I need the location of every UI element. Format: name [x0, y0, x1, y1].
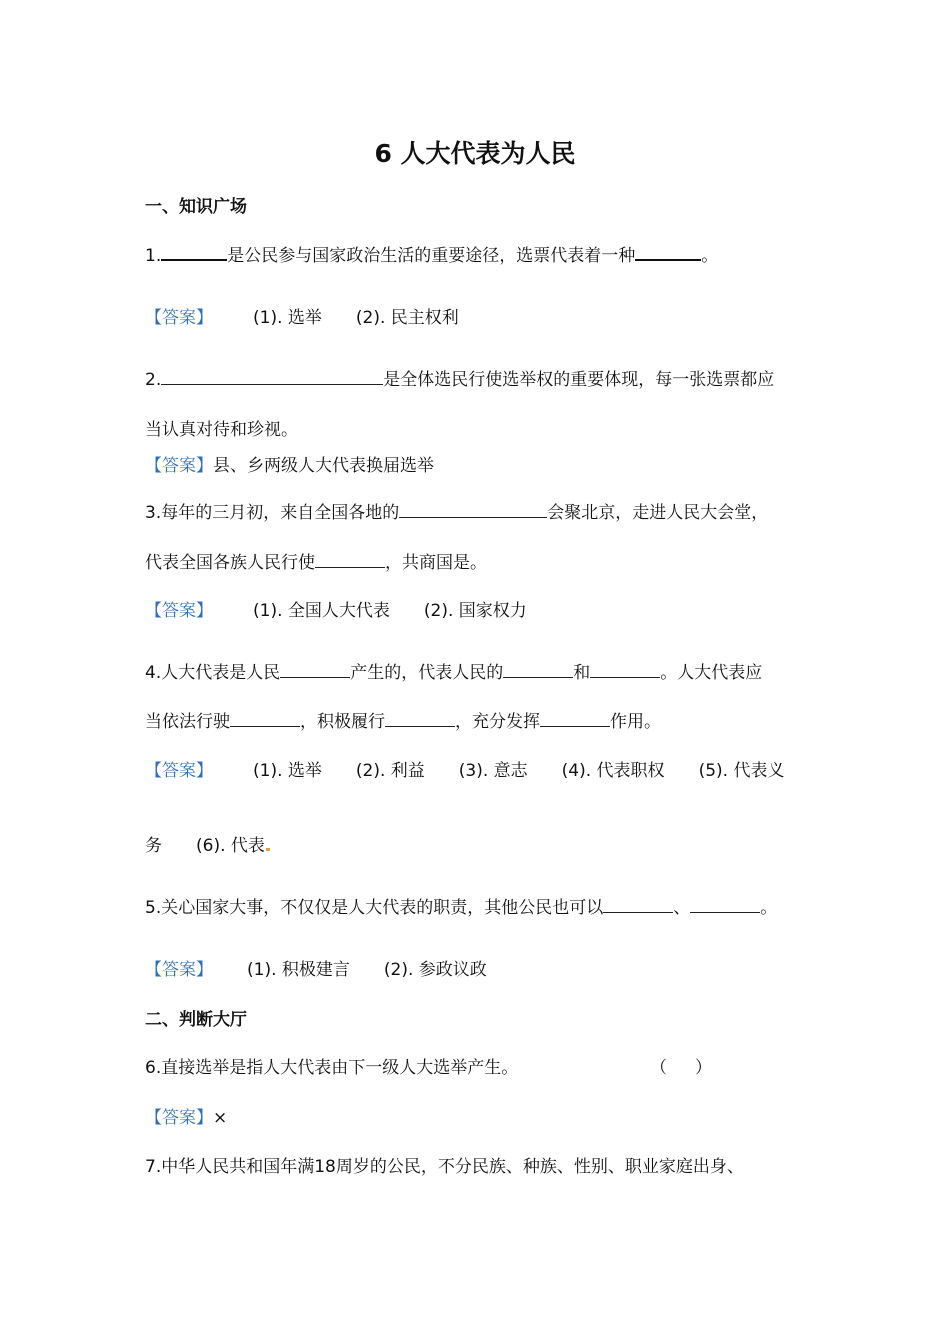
answer-item: (3). 意志 [458, 761, 528, 781]
question-3 [145, 498, 768, 523]
answer-item: (2). 参政议政 [383, 960, 487, 980]
answer-5 [145, 955, 487, 980]
question-number: 4. [145, 663, 162, 683]
blank [161, 369, 383, 385]
question-text: ，充分发挥 [455, 712, 540, 732]
question-text: 产生的，代表人民的 [350, 663, 504, 683]
question-text: 当依法行驶 [145, 712, 230, 732]
question-number: 1. [145, 246, 162, 266]
answer-tag: 【答案】 [145, 960, 213, 980]
question-text: 。 [701, 246, 719, 266]
question-text: 中华人民共和国年满 [161, 1157, 315, 1177]
question-text: 、 [673, 898, 691, 918]
answer-4 [145, 756, 784, 781]
question-3-line-2 [145, 548, 487, 573]
question-text: 每年的三月初，来自全国各地的 [161, 503, 400, 523]
answer-tag: 【答案】 [145, 308, 213, 328]
blank [315, 552, 385, 568]
question-text: 人大代表是人民 [161, 663, 281, 683]
section-heading-judgement: 二、判断大厅 [145, 1010, 247, 1030]
answer-item: (2). 利益 [355, 761, 425, 781]
question-number: 2. [145, 370, 162, 390]
answer-item: (2). 国家权力 [423, 601, 527, 621]
question-4-line-2 [145, 707, 661, 732]
question-text: 作用。 [610, 712, 661, 732]
answer-item: (6). 代表 [196, 836, 265, 856]
blank [590, 662, 660, 678]
blank [230, 711, 300, 727]
blank [540, 711, 610, 727]
blank [399, 502, 547, 518]
question-text: 直接选举是指人大代表由下一级人大选举产生。 [161, 1058, 519, 1078]
answer-item: (4). 代表职权 [561, 761, 665, 781]
question-6 [145, 1053, 518, 1078]
blank [161, 244, 227, 261]
question-text: 是公民参与国家政治生活的重要途径，选票代表着一种 [227, 246, 636, 266]
question-7 [145, 1152, 744, 1177]
page-title: 6 人大代表为人民 [374, 139, 576, 168]
question-1 [145, 241, 718, 266]
question-text: ，共商国是。 [385, 553, 487, 573]
answer-tag: 【答案】 [145, 1108, 213, 1128]
answer-tag: 【答案】 [145, 761, 213, 781]
answer-item: 县、乡两级人大代表换届选举 [213, 456, 434, 476]
question-text: ，积极履行 [300, 712, 385, 732]
answer-3 [145, 596, 527, 621]
question-2-line-2: 当认真对待和珍视。 [145, 420, 298, 440]
question-text: 代表全国各族人民行使 [145, 553, 315, 573]
blank [503, 662, 573, 678]
blank [385, 711, 455, 727]
answer-item: × [213, 1108, 228, 1128]
blank [603, 897, 673, 913]
question-text: 会聚北京，走进人民大会堂， [547, 503, 769, 523]
question-number: 6. [145, 1058, 162, 1078]
question-4 [145, 658, 762, 683]
question-number: 5. [145, 898, 162, 918]
question-text: 。 [760, 898, 778, 918]
question-2 [145, 365, 774, 390]
blank [280, 662, 350, 678]
answer-item: (5). 代表义 [698, 761, 785, 781]
answer-6 [145, 1103, 227, 1128]
blank [690, 897, 760, 913]
question-number: 3. [145, 503, 162, 523]
question-number: 7. [145, 1157, 162, 1177]
section-heading-knowledge: 一、知识广场 [145, 197, 247, 217]
question-text: 周岁的公民，不分民族、种族、性别、职业家庭出身、 [335, 1157, 744, 1177]
question-text: 关心国家大事，不仅仅是人大代表的职责，其他公民也可以 [161, 898, 604, 918]
question-text: 是全体选民行使选举权的重要体现，每一张选票都应 [383, 370, 775, 390]
question-text: 18 [314, 1157, 336, 1177]
answer-1 [145, 303, 459, 328]
answer-tag: 【答案】 [145, 456, 213, 476]
answer-item: 务 [145, 836, 162, 856]
question-5 [145, 893, 777, 918]
answer-item: (1). 全国人大代表 [253, 601, 390, 621]
answer-item: (1). 积极建言 [247, 960, 350, 980]
answer-tag: 【答案】 [145, 601, 213, 621]
answer-4-line-2 [145, 831, 271, 856]
answer-item: (1). 选举 [253, 308, 322, 328]
question-text: 和 [573, 663, 591, 683]
answer-2 [145, 451, 434, 476]
answer-item: (1). 选举 [253, 761, 322, 781]
blank [635, 244, 701, 261]
marker-dot [266, 848, 270, 851]
question-text: 。人大代表应 [660, 663, 763, 683]
answer-item: (2). 民主权利 [355, 308, 459, 328]
answer-parentheses: （ ） [650, 1058, 712, 1078]
